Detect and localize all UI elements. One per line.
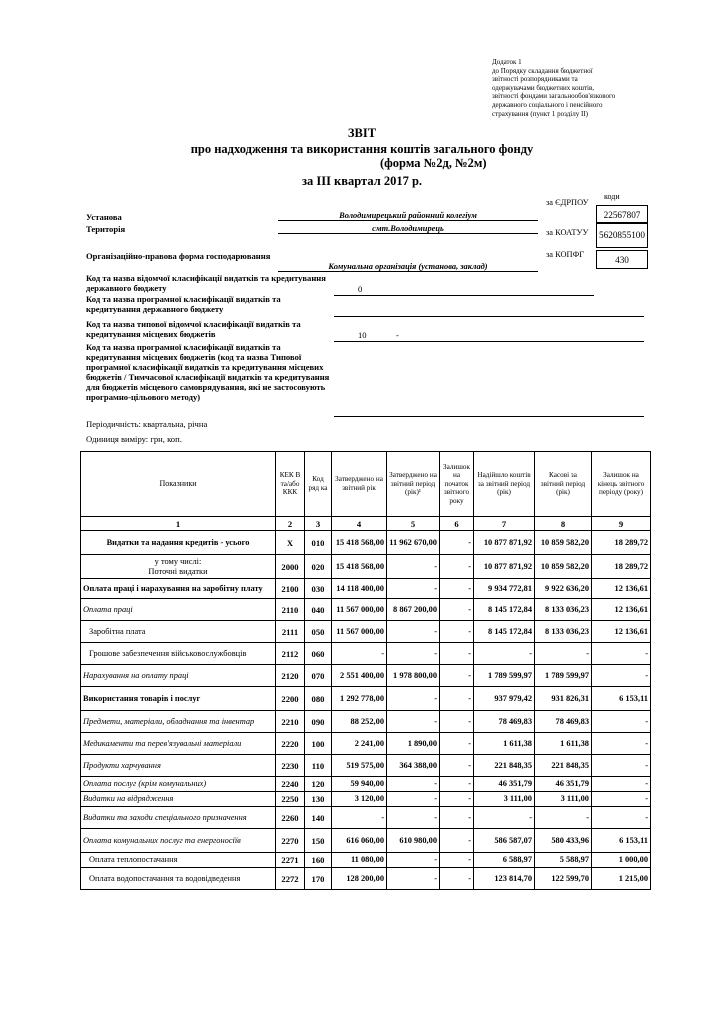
report-table — [80, 451, 651, 890]
row-name: Видатки на відрядження — [81, 792, 276, 807]
territory-value: смт.Володимирець — [278, 224, 538, 234]
approved-period-cell: 1 890,00 — [387, 733, 440, 755]
balance-end-cell: - — [592, 792, 651, 807]
row-name: Оплата послуг (крім комунальних) — [81, 777, 276, 792]
row-code-cell: 080 — [305, 687, 332, 711]
cash-expenses-cell: 5 588,97 — [535, 853, 592, 868]
row-name: Видатки та надання кредитів - усього — [81, 531, 276, 555]
received-cell: 123 814,70 — [474, 868, 535, 890]
approved-year-cell: 2 241,00 — [332, 733, 387, 755]
table-row — [81, 531, 651, 555]
report-form: (форма №2д, №2м) — [380, 156, 487, 170]
row-name: Оплата праці — [81, 599, 276, 621]
table-row — [81, 643, 651, 665]
col-number: 7 — [474, 517, 535, 531]
kpk-local-label: Код та назва програмної класифікації видатків та кредитування місцевих бюджетів (код та назва Типової програмної класифікації видатків та кредитування місцевих бюджетів / Тимчасової класифікації видатків та кредитування для бюджетів місцевого самоврядування, які не застосовують програмно-цільового методу) — [86, 342, 330, 402]
balance-end-cell: 18 289,72 — [592, 555, 651, 579]
table-row — [81, 829, 651, 853]
approved-period-cell: 610 980,00 — [387, 829, 440, 853]
table-row — [81, 853, 651, 868]
row-code-cell: 100 — [305, 733, 332, 755]
report-period: за ІІІ квартал 2017 р. — [301, 174, 423, 188]
table-row — [81, 807, 651, 829]
balance-start-cell: - — [440, 711, 474, 733]
institution-label: Установа — [86, 212, 122, 222]
row-code-cell: 020 — [305, 555, 332, 579]
row-name: Заробітна плата — [81, 621, 276, 643]
balance-start-cell: - — [440, 579, 474, 599]
kek-cell: 2230 — [276, 755, 305, 777]
received-cell: 1 789 599,97 — [474, 665, 535, 687]
kek-cell: 2240 — [276, 777, 305, 792]
kek-cell: 2271 — [276, 853, 305, 868]
codes-header: коди — [604, 192, 620, 201]
table-row — [81, 755, 651, 777]
row-code-cell: 010 — [305, 531, 332, 555]
kek-cell: 2272 — [276, 868, 305, 890]
kek-cell: 2200 — [276, 687, 305, 711]
col-number: 8 — [535, 517, 592, 531]
row-code-cell: 120 — [305, 777, 332, 792]
header-kek: КЕК В та/або ККК — [276, 452, 305, 517]
approved-year-cell: 616 060,00 — [332, 829, 387, 853]
cash-expenses-cell: - — [535, 807, 592, 829]
kpk-state-label: Код та назва програмної класифікації видатків та кредитування державного бюджету — [86, 294, 281, 314]
balance-end-cell: 18 289,72 — [592, 531, 651, 555]
received-cell: - — [474, 807, 535, 829]
row-name: Грошове забезпечення військовослужбовців — [81, 643, 276, 665]
approved-period-cell: 364 388,00 — [387, 755, 440, 777]
institution-value: Володимирецький районний колегіум — [278, 211, 538, 221]
periodicity: Періодичність: квартальна, річна — [86, 419, 208, 429]
received-cell: 9 934 772,81 — [474, 579, 535, 599]
received-cell: 78 469,83 — [474, 711, 535, 733]
row-name: Видатки та заходи спеціального призначення — [81, 807, 276, 829]
row-name: Нарахування на оплату праці — [81, 665, 276, 687]
approved-period-cell: - — [387, 807, 440, 829]
header-cash-expenses: Касові за звітний період (рік) — [535, 452, 592, 517]
balance-start-cell: - — [440, 868, 474, 890]
row-code-cell: 130 — [305, 792, 332, 807]
balance-start-cell: - — [440, 853, 474, 868]
row-name: Предмети, матеріали, обладнання та інвентар — [81, 711, 276, 733]
cash-expenses-cell: 10 859 582,20 — [535, 555, 592, 579]
row-name: Медикаменти та перев'язувальні матеріали — [81, 733, 276, 755]
kek-cell: 2210 — [276, 711, 305, 733]
balance-start-cell: - — [440, 755, 474, 777]
cash-expenses-cell: 1 789 599,97 — [535, 665, 592, 687]
approved-year-cell: 59 940,00 — [332, 777, 387, 792]
appendix-note: Додаток 1 до Порядку складання бюджетної звітності розпорядниками та одержувачами бюджетних коштів, звітності фондами загальнообов'язкового державного соціального і пенсійного страхування (пункт 1 розділу ІІ) — [492, 58, 616, 118]
row-code-cell: 040 — [305, 599, 332, 621]
approved-period-cell: 8 867 200,00 — [387, 599, 440, 621]
col-number: 5 — [387, 517, 440, 531]
edrpou-label: за ЄДРПОУ — [546, 198, 589, 207]
cash-expenses-cell: 10 859 582,20 — [535, 531, 592, 555]
approved-period-cell: - — [387, 853, 440, 868]
balance-end-cell: 12 136,61 — [592, 621, 651, 643]
approved-year-cell: 3 120,00 — [332, 792, 387, 807]
cash-expenses-cell: 9 922 636,20 — [535, 579, 592, 599]
balance-start-cell: - — [440, 733, 474, 755]
cash-expenses-cell: 221 848,35 — [535, 755, 592, 777]
approved-period-cell: - — [387, 868, 440, 890]
received-cell: 8 145 172,84 — [474, 621, 535, 643]
approved-year-cell: 15 418 568,00 — [332, 531, 387, 555]
koatuu-label: за КОАТУУ — [546, 228, 589, 237]
approved-period-cell: - — [387, 555, 440, 579]
approved-period-cell: - — [387, 643, 440, 665]
cash-expenses-cell: 122 599,70 — [535, 868, 592, 890]
cash-expenses-cell: 78 469,83 — [535, 711, 592, 733]
approved-period-cell: - — [387, 621, 440, 643]
approved-year-cell: 15 418 568,00 — [332, 555, 387, 579]
cash-expenses-cell: 1 611,38 — [535, 733, 592, 755]
row-code-cell: 170 — [305, 868, 332, 890]
received-cell: 6 588,97 — [474, 853, 535, 868]
kek-cell: 2110 — [276, 599, 305, 621]
balance-start-cell: - — [440, 777, 474, 792]
kek-cell: 2260 — [276, 807, 305, 829]
balance-end-cell: 1 000,00 — [592, 853, 651, 868]
row-code-cell: 060 — [305, 643, 332, 665]
approved-year-cell: 14 118 400,00 — [332, 579, 387, 599]
approved-period-cell: 11 962 670,00 — [387, 531, 440, 555]
cash-expenses-cell: 580 433,96 — [535, 829, 592, 853]
approved-year-cell: 128 200,00 — [332, 868, 387, 890]
balance-start-cell: - — [440, 621, 474, 643]
balance-end-cell: 6 153,11 — [592, 829, 651, 853]
report-title: ЗВІТ — [347, 126, 377, 140]
balance-end-cell: - — [592, 777, 651, 792]
kek-cell: 2112 — [276, 643, 305, 665]
row-name: Оплата праці і нарахування на заробітну плату — [81, 579, 276, 599]
kvk-local-dash: - — [396, 330, 399, 340]
row-name: Використання товарів і послуг — [81, 687, 276, 711]
approved-year-cell: 2 551 400,00 — [332, 665, 387, 687]
legal-form-label: Організаційно-правова форма господарювання — [86, 251, 271, 261]
table-row — [81, 733, 651, 755]
report-subtitle: про надходження та використання коштів загального фонду — [190, 142, 534, 156]
col-number: 6 — [440, 517, 474, 531]
table-row — [81, 579, 651, 599]
balance-start-cell: - — [440, 807, 474, 829]
received-cell: 586 587,07 — [474, 829, 535, 853]
row-name: Оплата теплопостачання — [81, 853, 276, 868]
balance-start-cell: - — [440, 555, 474, 579]
row-name: Продукти харчування — [81, 755, 276, 777]
header-balance-end: Залишок на кінець звітного періоду (року) — [592, 452, 651, 517]
legal-form-value: Комунальна організація (установа, заклад) — [278, 262, 538, 272]
row-name: Оплата водопостачання та водовідведення — [81, 868, 276, 890]
approved-year-cell: - — [332, 807, 387, 829]
kek-cell: 2000 — [276, 555, 305, 579]
approved-period-cell: - — [387, 777, 440, 792]
received-cell: 221 848,35 — [474, 755, 535, 777]
header-indicators: Показники — [81, 452, 276, 517]
approved-period-cell: - — [387, 579, 440, 599]
approved-period-cell: - — [387, 711, 440, 733]
koatuu-code: 5620855100 — [596, 222, 648, 248]
territory-label: Територія — [86, 224, 126, 234]
received-cell: 10 877 871,92 — [474, 555, 535, 579]
row-code-cell: 140 — [305, 807, 332, 829]
kopfg-label: за КОПФГ — [546, 250, 585, 259]
balance-end-cell: 12 136,61 — [592, 579, 651, 599]
balance-start-cell: - — [440, 829, 474, 853]
approved-year-cell: 11 567 000,00 — [332, 621, 387, 643]
kek-cell: 2250 — [276, 792, 305, 807]
balance-end-cell: 1 215,00 — [592, 868, 651, 890]
kvk-local-label: Код та назва типової відомчої класифікації видатків та кредитування місцевих бюджетів — [86, 319, 301, 339]
header-approved-year: Затверджено на звітний рік — [332, 452, 387, 517]
kvk-local-value: 10 — [358, 330, 367, 340]
col-number: 3 — [305, 517, 332, 531]
table-body — [81, 531, 651, 890]
row-code-cell: 070 — [305, 665, 332, 687]
balance-end-cell: - — [592, 665, 651, 687]
received-cell: 46 351,79 — [474, 777, 535, 792]
received-cell: 1 611,38 — [474, 733, 535, 755]
balance-start-cell: - — [440, 531, 474, 555]
balance-end-cell: - — [592, 643, 651, 665]
cash-expenses-cell: 8 133 036,23 — [535, 599, 592, 621]
balance-end-cell: - — [592, 807, 651, 829]
approved-period-cell: - — [387, 687, 440, 711]
table-row — [81, 792, 651, 807]
balance-end-cell: - — [592, 711, 651, 733]
approved-year-cell: 519 575,00 — [332, 755, 387, 777]
received-cell: 3 111,00 — [474, 792, 535, 807]
balance-end-cell: - — [592, 755, 651, 777]
kpk-state-line — [334, 316, 644, 317]
unit-of-measure: Одиниця виміру: грн, коп. — [86, 434, 182, 444]
table-row — [81, 687, 651, 711]
approved-year-cell: 1 292 778,00 — [332, 687, 387, 711]
received-cell: 10 877 871,92 — [474, 531, 535, 555]
received-cell: 8 145 172,84 — [474, 599, 535, 621]
table-row — [81, 599, 651, 621]
balance-start-cell: - — [440, 687, 474, 711]
kvk-local-line — [334, 341, 644, 342]
balance-start-cell: - — [440, 643, 474, 665]
approved-year-cell: 11 567 000,00 — [332, 599, 387, 621]
row-name: у тому числі: Поточні видатки — [81, 555, 276, 579]
kpk-local-line — [334, 416, 644, 417]
header-received: Надійшло коштів за звітний період (рік) — [474, 452, 535, 517]
header-approved-period: Затверджено на звітний період (рік)¹ — [387, 452, 440, 517]
kek-cell: 2270 — [276, 829, 305, 853]
table-row — [81, 777, 651, 792]
cash-expenses-cell: 3 111,00 — [535, 792, 592, 807]
balance-start-cell: - — [440, 665, 474, 687]
kek-cell: 2220 — [276, 733, 305, 755]
table-row — [81, 711, 651, 733]
balance-end-cell: - — [592, 733, 651, 755]
row-code-cell: 110 — [305, 755, 332, 777]
row-code-cell: 160 — [305, 853, 332, 868]
approved-year-cell: 11 080,00 — [332, 853, 387, 868]
cash-expenses-cell: 931 826,31 — [535, 687, 592, 711]
row-name: Оплата комунальних послуг та енергоносіїв — [81, 829, 276, 853]
kvk-state-value: 0 — [358, 284, 363, 294]
balance-end-cell: 12 136,61 — [592, 599, 651, 621]
cash-expenses-cell: - — [535, 643, 592, 665]
approved-period-cell: 1 978 800,00 — [387, 665, 440, 687]
received-cell: 937 979,42 — [474, 687, 535, 711]
kopfg-code: 430 — [596, 250, 648, 269]
col-number: 1 — [81, 517, 276, 531]
col-number: 4 — [332, 517, 387, 531]
balance-end-cell: 6 153,11 — [592, 687, 651, 711]
table-row — [81, 868, 651, 890]
header-row-code: Код ряд ка — [305, 452, 332, 517]
edrpou-code: 22567807 — [596, 205, 648, 224]
kek-cell: 2120 — [276, 665, 305, 687]
table-row — [81, 555, 651, 579]
row-code-cell: 090 — [305, 711, 332, 733]
balance-start-cell: - — [440, 599, 474, 621]
kek-cell: 2111 — [276, 621, 305, 643]
approved-year-cell: - — [332, 643, 387, 665]
row-code-cell: 050 — [305, 621, 332, 643]
header-balance-start: Залишок на початок звітного року — [440, 452, 474, 517]
row-code-cell: 150 — [305, 829, 332, 853]
approved-period-cell: - — [387, 792, 440, 807]
table-row — [81, 621, 651, 643]
kvk-state-label: Код та назва відомчої класифікації видатків та кредитування державного бюджету — [86, 273, 326, 293]
cash-expenses-cell: 46 351,79 — [535, 777, 592, 792]
kvk-state-line — [334, 295, 594, 296]
row-code-cell: 030 — [305, 579, 332, 599]
balance-start-cell: - — [440, 792, 474, 807]
table-row — [81, 665, 651, 687]
received-cell: - — [474, 643, 535, 665]
col-number: 9 — [592, 517, 651, 531]
col-number: 2 — [276, 517, 305, 531]
cash-expenses-cell: 8 133 036,23 — [535, 621, 592, 643]
kek-cell: 2100 — [276, 579, 305, 599]
kek-cell: X — [276, 531, 305, 555]
approved-year-cell: 88 252,00 — [332, 711, 387, 733]
